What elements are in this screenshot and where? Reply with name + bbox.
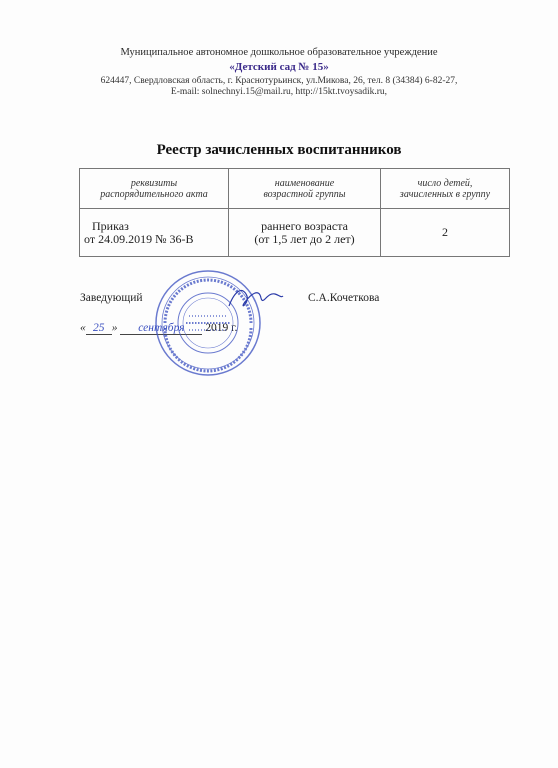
- contacts-line: E-mail: solnechnyi.15@mail.ru, http://15kt.tvoysadik.ru,: [170, 87, 388, 97]
- org-name: «Детский сад № 15»: [229, 61, 329, 73]
- org-line: Муниципальное автономное дошкольное образовательное учреждение: [120, 47, 438, 58]
- table-header-row: [80, 169, 510, 209]
- org-address: [0, 76, 558, 98]
- header-act: реквизиты распорядительного акта: [80, 169, 229, 209]
- date-line: « 25 » сентября 2019 г.: [80, 322, 238, 334]
- page-title: Реестр зачисленных воспитанников: [156, 142, 402, 158]
- cell-act: Приказ от 24.09.2019 № 36-В: [80, 209, 229, 257]
- registry-table: [79, 168, 510, 257]
- address-line: 624447, Свердловская область, г. Краснотурьинск, ул.Микова, 26, тел. 8 (34384) 6-82-27,: [100, 76, 458, 86]
- cell-group: раннего возраста (от 1,5 лет до 2 лет): [229, 209, 381, 257]
- table-row: [80, 209, 510, 257]
- header-count: число детей, зачисленных в группу: [381, 169, 510, 209]
- cell-count: 2: [381, 209, 510, 257]
- signer-name: С.А.Кочеткова: [308, 292, 380, 304]
- position-label: Заведующий: [80, 292, 143, 304]
- handwritten-signature: [225, 284, 285, 314]
- header-group: наименование возрастной группы: [229, 169, 381, 209]
